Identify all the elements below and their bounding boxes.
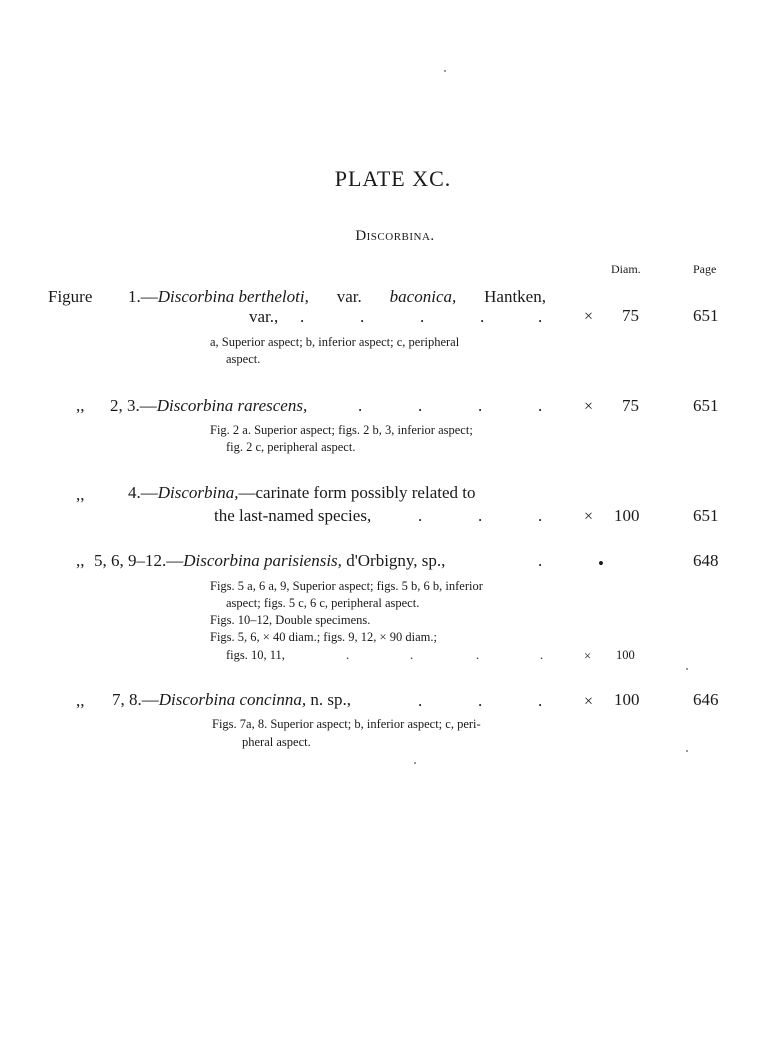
species-name: Discorbina concinna, xyxy=(158,690,307,709)
document-page: PLATE XC. Discorbina. Diam. Page Figure 1.—Discorbina bertheloti, var. baconica, Hantken, var., . . . . . × 75 651 a, Superior aspect; b, inferior aspect; c, peripheral aspect. ,, 2, 3.—Discorbina rarescens, . . . . × 75 651 Fig. 2 a. Superior aspect; figs. 2 b, 3, inferior aspect; fig. 2 c, peripheral aspect. ,, 4.—Discorbina,—carinate form possibly related to the last-named species, . . . × 100 651 ,, 5, 6, 9–12.—Discorbina parisiensis, d'Orbigny, sp., . • 648 Figs. 5 a, 6 a, 9, Superior aspect; figs. 5 b, 6 b, inferior aspect; figs. 5 c, 6 c, peripheral aspect. Figs. 10–12, Double specimens. Figs. 5, 6, × 40 diam.; figs. 9, 12, × 90 diam.; figs. 10, 11, . . . . × 100 ,, 7, 8.—Discorbina concinna, n. sp., . . . × 100 646 Figs. 7a, 8. Superior aspect; b, inferior aspect; c, peri- pheral aspect. xyxy=(0,0,776,1050)
species-name: Discorbina rarescens, xyxy=(156,396,308,415)
page-number: 646 xyxy=(693,690,719,709)
diam-column-header: Diam. xyxy=(611,262,641,276)
figure-label: Figure xyxy=(48,287,93,306)
entry-title-line xyxy=(112,689,351,711)
variety-word: var. xyxy=(336,287,362,306)
section-title: Discorbina. xyxy=(355,228,435,244)
entry-title-line xyxy=(94,550,445,572)
magnification-sign: × xyxy=(584,649,592,663)
page-number: 651 xyxy=(693,306,719,325)
species-name: Discorbina bertheloti, xyxy=(157,287,309,306)
magnification-sign: × xyxy=(584,693,594,710)
species-name: Discorbina, xyxy=(157,483,239,502)
figure-note-line: Figs. 7a, 8. Superior aspect; b, inferior aspect; c, peri- xyxy=(212,717,481,731)
diameter-value: 100 xyxy=(614,690,640,709)
entry-title-line xyxy=(128,286,546,308)
diameter-value: 100 xyxy=(614,506,640,525)
figure-note-line: fig. 2 c, peripheral aspect. xyxy=(226,440,356,454)
figure-note-line: Figs. 5 a, 6 a, 9, Superior aspect; figs. 5 b, 6 b, inferior xyxy=(210,579,483,593)
diameter-value: 100 xyxy=(616,648,635,662)
magnification-sign: × xyxy=(584,308,594,325)
figure-note-line: aspect; figs. 5 c, 6 c, peripheral aspect. xyxy=(226,596,420,610)
diameter-value: 75 xyxy=(622,396,639,415)
plate-title: PLATE XC. xyxy=(334,166,452,191)
species-description: —carinate form possibly related to xyxy=(238,483,476,502)
page-number: 651 xyxy=(693,506,719,525)
figure-note-line: figs. 10, 11, xyxy=(226,648,285,662)
scan-speck xyxy=(686,668,688,670)
figure-note-line: Fig. 2 a. Superior aspect; figs. 2 b, 3, inferior aspect; xyxy=(210,423,473,437)
figure-number: 4.— xyxy=(128,483,158,502)
scan-speck xyxy=(414,762,416,764)
figure-number: 1.— xyxy=(128,287,158,306)
ditto-mark: ,, xyxy=(76,396,85,415)
ditto-mark: ,, xyxy=(76,691,85,710)
figure-number: 7, 8.— xyxy=(112,690,159,709)
figure-note-line: a, Superior aspect; b, inferior aspect; c, peripheral xyxy=(210,335,460,349)
entry-title-line xyxy=(128,482,546,504)
entry-continuation: var., xyxy=(249,307,279,326)
magnification-sign: × xyxy=(584,508,594,525)
entry-title-line xyxy=(110,395,307,417)
page-number: 651 xyxy=(693,396,719,415)
scan-speck xyxy=(444,70,446,72)
scan-speck xyxy=(686,750,688,752)
leader-dot: . xyxy=(538,551,543,570)
author-name: Hantken, xyxy=(484,287,546,306)
page-column-header: Page xyxy=(693,262,717,276)
figure-number: 2, 3.— xyxy=(110,396,157,415)
author-name: d'Orbigny, sp., xyxy=(341,551,446,570)
figure-note-line: Figs. 5, 6, × 40 diam.; figs. 9, 12, × 90 diam.; xyxy=(210,630,437,644)
figure-number: 5, 6, 9–12.— xyxy=(94,551,184,570)
figure-note-line: Figs. 10–12, Double specimens. xyxy=(210,613,371,627)
entry-continuation: the last-named species, xyxy=(214,506,372,525)
figure-note-line: pheral aspect. xyxy=(242,735,311,749)
variety-name: baconica, xyxy=(389,287,457,306)
ditto-mark: ,, xyxy=(76,551,85,570)
page-number: 648 xyxy=(693,551,719,570)
figure-note-line: aspect. xyxy=(226,352,261,366)
species-status: n. sp., xyxy=(306,690,351,709)
magnification-sign: × xyxy=(584,398,594,415)
diameter-value: 75 xyxy=(622,306,639,325)
leader-dot: • xyxy=(598,554,604,573)
species-name: Discorbina parisiensis, xyxy=(183,551,342,570)
ditto-mark: ,, xyxy=(76,485,85,504)
